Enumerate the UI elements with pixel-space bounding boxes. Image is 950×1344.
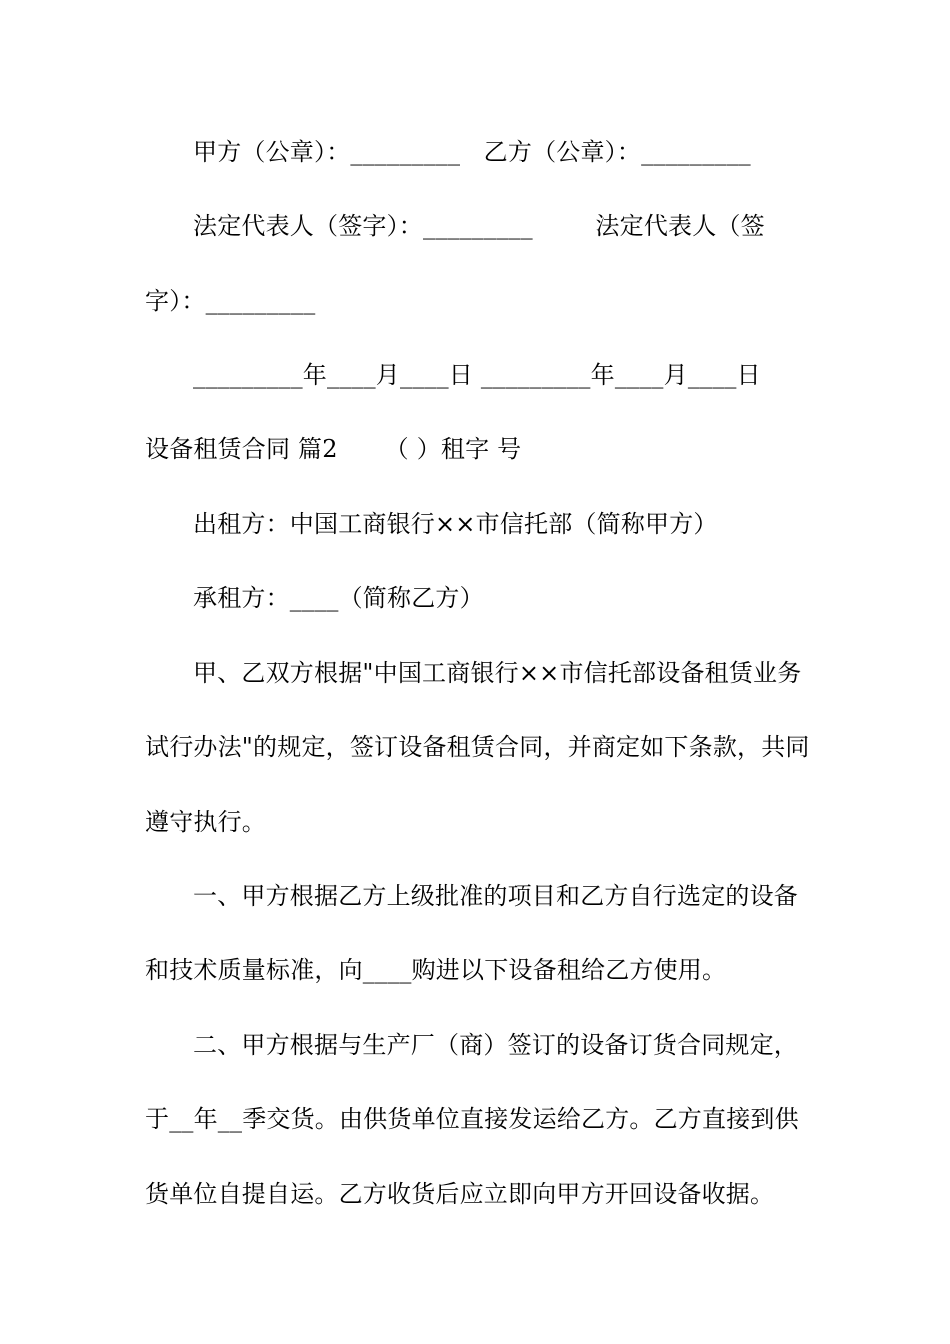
preamble-line-1: 甲、乙双方根据"中国工商银行××市信托部设备租赁业务 xyxy=(193,659,802,687)
lessee-line: 承租方：____（简称乙方） xyxy=(193,584,484,612)
clause-1-line-1: 一、甲方根据乙方上级批准的项目和乙方自行选定的设备 xyxy=(193,882,798,910)
clause-1-line-2: 和技术质量标准，向____购进以下设备租给乙方使用。 xyxy=(145,956,727,984)
clause-2-line-1: 二、甲方根据与生产厂（商）签订的设备订货合同规定， xyxy=(193,1031,798,1059)
signature-line-continuation: 字）：_________ xyxy=(145,287,316,315)
preamble-line-3: 遵守执行。 xyxy=(145,808,266,836)
lessor-line: 出租方：中国工商银行××市信托部（简称甲方） xyxy=(193,510,718,538)
signature-line-legal-representatives: 法定代表人（签字）：_________ 法定代表人（签 xyxy=(193,212,765,240)
contract-title: 设备租赁合同 篇2 （ ）租字 号 xyxy=(145,435,522,463)
clause-2-line-3: 货单位自提自运。乙方收货后应立即向甲方开回设备收据。 xyxy=(145,1180,775,1208)
clause-2-line-2: 于__年__季交货。由供货单位直接发运给乙方。乙方直接到供 xyxy=(145,1105,799,1133)
preamble-line-2: 试行办法"的规定，签订设备租赁合同，并商定如下条款，共同 xyxy=(145,733,810,761)
date-line: _________年____月____日 _________年____月____日 xyxy=(193,361,761,389)
signature-line-party-seals: 甲方（公章）：_________ 乙方（公章）：_________ xyxy=(193,138,751,166)
